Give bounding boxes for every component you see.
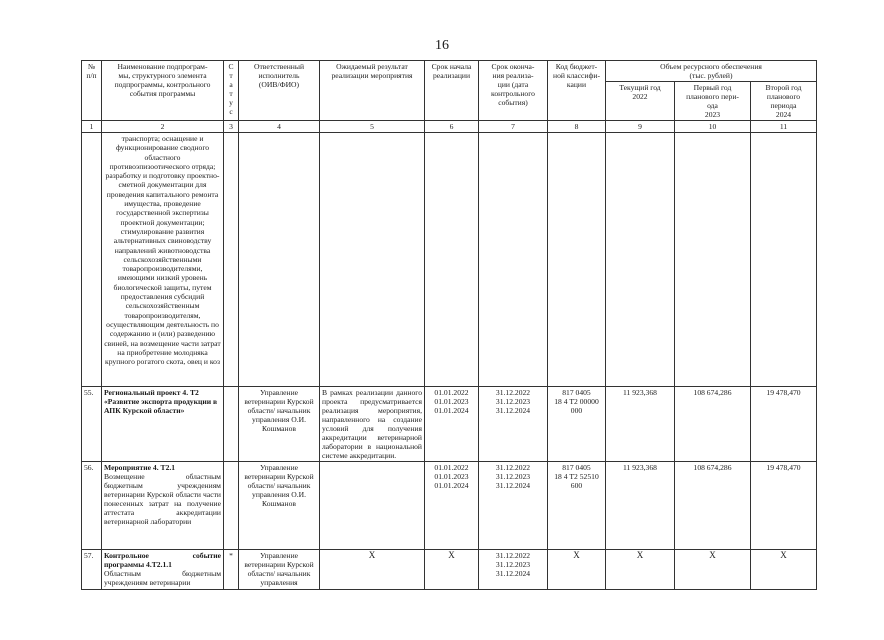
row-2022: X (606, 550, 675, 590)
row-start (425, 133, 479, 387)
row-2022: 11 923,368 (606, 387, 675, 462)
header-2023: Первый год планового пери- ода 2023 (675, 82, 751, 121)
header-2024: Второй год планового периода 2024 (751, 82, 817, 121)
row-start: X (425, 550, 479, 590)
row-executor: Управление ветеринарии Курской области/ начальник управления (239, 550, 320, 590)
row-result: X (320, 550, 425, 590)
row-2024: X (751, 550, 817, 590)
row-num: 55. (82, 387, 102, 462)
table-row (82, 387, 817, 462)
row-result (320, 462, 425, 550)
row-end: 31.12.2022 31.12.2023 31.12.2024 (479, 462, 548, 550)
row-2024: 19 478,470 (751, 462, 817, 550)
header-name: Наименование подпрограм- мы, структурного элемента подпрограммы, контрольного события программы (102, 61, 224, 121)
col-number: 4 (239, 121, 320, 133)
col-number: 6 (425, 121, 479, 133)
row-name: Областным бюджетным учреждениям ветеринарии (104, 569, 221, 587)
header-result: Ожидаемый результат реализации мероприятия (320, 61, 425, 121)
row-start: 01.01.2022 01.01.2023 01.01.2024 (425, 462, 479, 550)
row-start: 01.01.2022 01.01.2023 01.01.2024 (425, 387, 479, 462)
table-row (82, 550, 817, 590)
col-number: 2 (102, 121, 224, 133)
row-executor: Управление ветеринарии Курской области/ начальник управления О.И. Кошманов (239, 462, 320, 550)
header-2022: Текущий год 2022 (606, 82, 675, 121)
row-num: 57. (82, 550, 102, 590)
row-num: 56. (82, 462, 102, 550)
table-row (82, 133, 817, 387)
column-numbers-row (82, 121, 817, 133)
row-2022 (606, 133, 675, 387)
col-number: 7 (479, 121, 548, 133)
header-executor: Ответственный исполнитель (ОИВ/ФИО) (239, 61, 320, 121)
row-name: Возмещение областным бюджетным учреждениям ветеринарии Курской области части понесенных затрат на получение аттестата аккредитации ветеринарной лаборатории (104, 472, 221, 526)
header-end: Срок оконча- ния реализа- ции (дата контрольного события) (479, 61, 548, 121)
col-number: 11 (751, 121, 817, 133)
row-2023: 108 674,286 (675, 387, 751, 462)
row-name: транспорта; оснащение и функционирование сводного областного противоэпизоотического отряда; разработку и подготовку проектно-сметной документации для проведения капитального ремонта имущества, проведение государственной экспертизы проектной документации; стимулирование развития альтернативных свиноводству направлений животноводства сельскохозяйственными товаропроизводителями, имеющими низкий уровень биологической защиты, путем предоставления субсидий сельскохозяйственным товаропроизводителям, осуществляющим деятельность по содержанию и (или) разведению свиней, на возмещение части затрат на приобретение молодняка крупного рогатого скота, овец и коз (102, 133, 224, 387)
row-status (224, 133, 239, 387)
col-number: 3 (224, 121, 239, 133)
row-end: 31.12.2022 31.12.2023 31.12.2024 (479, 387, 548, 462)
row-end (479, 133, 548, 387)
row-executor: Управление ветеринарии Курской области/ начальник управления О.И. Кошманов (239, 387, 320, 462)
row-code: 817 0405 18 4 Т2 00000 000 (548, 387, 606, 462)
row-end: 31.12.2022 31.12.2023 31.12.2024 (479, 550, 548, 590)
row-name-title: Контрольное событие программы 4.Т2.1.1 (104, 551, 221, 569)
col-number: 10 (675, 121, 751, 133)
header-resources: Объем ресурсного обеспечения (тыс. рублей) (606, 61, 817, 82)
row-result: В рамках реализации данного проекта предусматривается реализация мероприятия, направленного на создание условий для получения аккредитации ветеринарной лаборатории в национальной системе аккредитации. (320, 387, 425, 462)
row-code: 817 0405 18 4 Т2 52510 600 (548, 462, 606, 550)
table-row (82, 462, 817, 550)
header-num: № п/п (82, 61, 102, 121)
row-num (82, 133, 102, 387)
row-status (224, 387, 239, 462)
row-name-cell (102, 462, 224, 550)
program-table (81, 60, 817, 590)
row-status: * (224, 550, 239, 590)
header-code: Код бюджет- ной классифи- кации (548, 61, 606, 121)
row-name-cell (102, 550, 224, 590)
row-name: Региональный проект 4. Т2 «Развитие экспорта продукции в АПК Курской области» (102, 387, 224, 462)
row-2023: X (675, 550, 751, 590)
row-2024 (751, 133, 817, 387)
row-2022: 11 923,368 (606, 462, 675, 550)
row-name-title: Мероприятие 4. Т2.1 (104, 463, 176, 472)
header-status: С т а т у с (224, 61, 239, 121)
header-row (82, 61, 817, 82)
header-start: Срок начала реализации (425, 61, 479, 121)
page-number: 16 (435, 38, 449, 53)
row-2023: 108 674,286 (675, 462, 751, 550)
row-2023 (675, 133, 751, 387)
row-executor (239, 133, 320, 387)
col-number: 8 (548, 121, 606, 133)
row-result (320, 133, 425, 387)
row-2024: 19 478,470 (751, 387, 817, 462)
col-number: 5 (320, 121, 425, 133)
row-status (224, 462, 239, 550)
col-number: 1 (82, 121, 102, 133)
row-code: X (548, 550, 606, 590)
row-code (548, 133, 606, 387)
col-number: 9 (606, 121, 675, 133)
